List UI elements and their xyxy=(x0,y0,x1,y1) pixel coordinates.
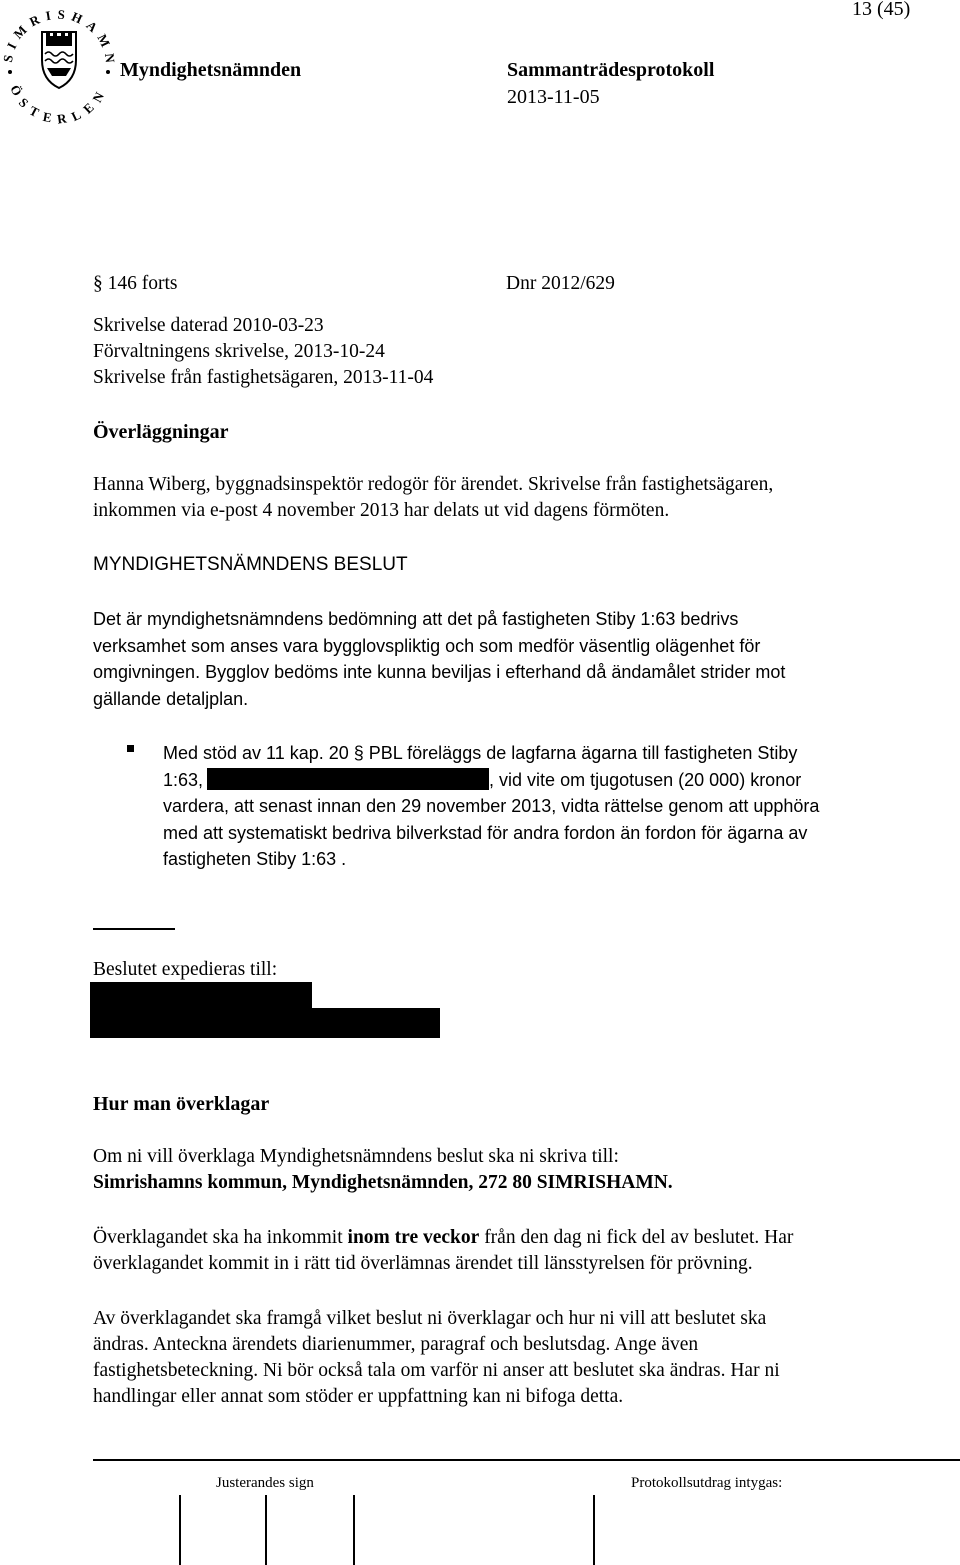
decision-text: Det är myndighetsnämndens bedömning att det på fastigheten Stiby 1:63 bedrivs verksamhet som anses vara bygglovspliktig och som medför väsentlig olägenhet för omgivningen. Bygglov bedöms inte kunna beviljas i efterhand då ändamålet strider mot gällande detaljplan. xyxy=(93,609,786,709)
deliberations-text: Hanna Wiberg, byggnadsinspektör redogör för ärendet. Skrivelse från fastighetsägaren, inkommen via e-post 4 november 2013 har delats ut vid dagens förmöten. xyxy=(93,474,774,521)
redacted-recipient-2 xyxy=(90,1008,440,1038)
signature-box-divider xyxy=(265,1495,267,1565)
distribution-label: Beslutet expedieras till: xyxy=(93,959,278,980)
redacted-owners xyxy=(207,768,489,790)
reference-item: Skrivelse från fastighetsägaren, 2013-11-04 xyxy=(93,367,434,388)
signature-box-divider xyxy=(593,1495,595,1565)
footer-rule xyxy=(93,1459,960,1461)
meeting-date: 2013-11-05 xyxy=(507,86,600,108)
separator-rule xyxy=(93,928,175,930)
signature-box-divider xyxy=(353,1495,355,1565)
justerandes-sign-label: Justerandes sign xyxy=(216,1475,314,1491)
appeal-address: Simrishamns kommun, Myndighetsnämnden, 272 80 SIMRISHAMN. xyxy=(93,1172,673,1193)
deadline-emphasis: inom tre veckor xyxy=(347,1227,480,1248)
page-number: 13 (45) xyxy=(852,0,911,20)
appeal-intro: Om ni vill överklaga Myndighetsnämndens beslut ska ni skriva till: Simrishamns kommun, Myndighetsnämnden, 272 80 SIMRISHAMN. xyxy=(93,1144,673,1196)
decision-bullet: Med stöd av 11 kap. 20 § PBL föreläggs de lagfarna ägarna till fastigheten Stiby 1:63, , vid vite om tjugotusen (20 000) kronor vardera, att senast innan den 29 november 2013, vidta rättelse genom att upphöra med att systematiskt bedriva bilverkstad för andra fordon än fordon för ägarna av fastigheten Stiby 1:63 . xyxy=(163,743,820,869)
svg-text:ÖSTERLEN: ÖSTERLEN xyxy=(7,82,111,127)
signature-box-divider xyxy=(179,1495,181,1565)
redacted-recipient-1 xyxy=(90,982,312,1010)
document-type: Sammanträdesprotokoll xyxy=(507,59,715,81)
bullet-line-1: Med stöd av 11 kap. 20 § PBL föreläggs de lagfarna ägarna till fastigheten Stiby xyxy=(163,743,798,763)
municipality-logo xyxy=(0,0,118,128)
appeal-heading: Hur man överklagar xyxy=(93,1093,270,1115)
reference-item: Förvaltningens skrivelse, 2013-10-24 xyxy=(93,341,385,362)
appeal-instructions: Av överklagandet ska framgå vilket beslut ni överklagar och hur ni vill att beslutet ska ändras. Anteckna ärendets diarienummer, paragraf och beslutsdag. Ange även fastighetsbeteckning. Ni bör också tala om varför ni anser att beslutet ska ändras. Har ni handlingar eller annat som stöder er uppfattning kan ni bifoga detta. xyxy=(93,1308,780,1407)
paragraph-ref: § 146 forts xyxy=(93,273,178,294)
bullet-square-icon xyxy=(127,745,134,752)
logo-seal-icon xyxy=(0,0,118,128)
section-sign-icon: § xyxy=(93,273,103,294)
reference-list xyxy=(93,313,433,391)
reference-item: Skrivelse daterad 2010-03-23 xyxy=(93,315,324,336)
appeal-deadline: Överklagandet ska ha inkommit inom tre veckor från den dag ni fick del av beslutet. Har överklagandet kommit in i rätt tid överlämnas ärendet till länsstyrelsen för prövning. xyxy=(93,1227,794,1274)
svg-text:SIMRISHAMN: SIMRISHAMN xyxy=(0,6,118,70)
decision-heading: MYNDIGHETSNÄMNDENS BESLUT xyxy=(93,554,408,575)
deliberations-heading: Överläggningar xyxy=(93,421,229,443)
protokollsutdrag-label: Protokollsutdrag intygas: xyxy=(631,1475,783,1491)
org-name: Myndighetsnämnden xyxy=(120,59,302,81)
dnr: Dnr 2012/629 xyxy=(506,273,615,294)
